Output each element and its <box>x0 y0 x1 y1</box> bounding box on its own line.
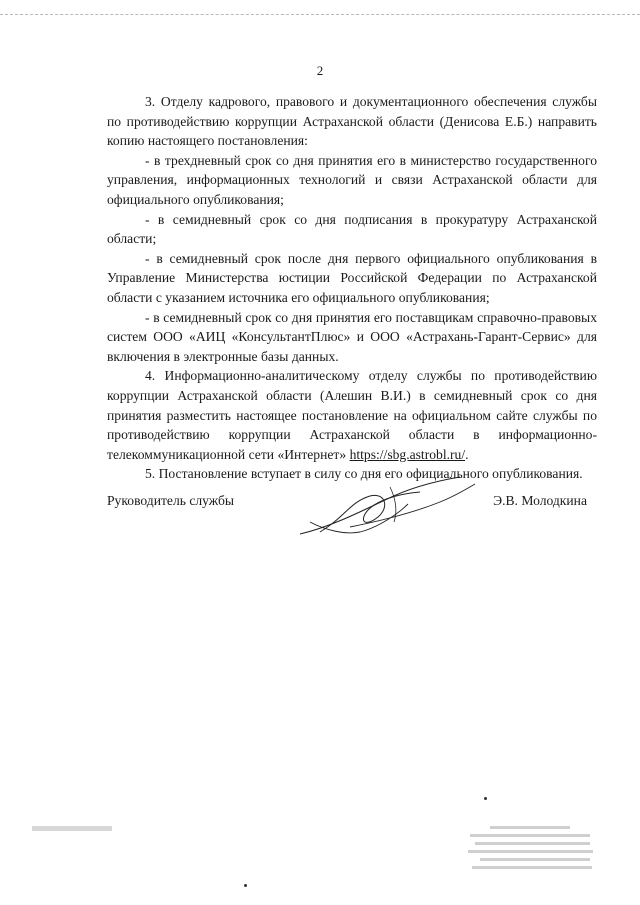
faint-scan-mark <box>30 822 120 836</box>
paragraph-item-5: 5. Постановление вступает в силу со дня его официального опубликования. <box>145 466 583 482</box>
paragraph-item-4 <box>107 366 597 464</box>
signer-title: Руководитель службы <box>107 493 235 508</box>
paragraph-subitem-1: - в трехдневный срок со дня принятия его в министерство государственного управления, информационных технологий и связи Астраханской области для официального опубликования; <box>107 152 597 207</box>
paragraph-subitem-4: - в семидневный срок со дня принятия его поставщикам справочно-правовых систем ООО «АИЦ «КонсультантПлюс» и ООО «Астрахань-Гарант-Сервис» для включения в электронные базы данных. <box>107 309 597 364</box>
handwritten-signature <box>290 472 480 547</box>
signer-name: Э.В. Молодкина <box>493 493 587 508</box>
paragraph-subitem-2: - в семидневный срок со дня подписания в прокуратуру Астраханской области; <box>107 211 597 247</box>
paragraph-subitem-3: - в семидневный срок после дня первого официального опубликования в Управление Министерства юстиции Российской Федерации по Астраханской области с указанием источника его официального опубликования; <box>107 250 597 305</box>
scan-speck <box>484 797 487 800</box>
paragraph-item-3: 3. Отделу кадрового, правового и документационного обеспечения службы по противодействию коррупции Астраханской области (Денисова Е.Б.) направить копию настоящего постановления: <box>107 94 597 149</box>
page-number: 2 <box>316 63 324 78</box>
scan-edge-line <box>0 14 640 15</box>
scan-speck <box>244 884 247 887</box>
item-4-text: 4. Информационно-аналитическому отделу службы по противодействию коррупции Астраханской области (Алешин В.И.) в семидневный срок со дня принятия разместить настоящее постановление на официальном сайте службы по противодействию коррупции Астраханской области в информационно-телекоммуникационной сети «Интернет» <box>107 368 597 462</box>
document-body <box>107 92 597 484</box>
faint-stamp <box>460 822 600 877</box>
item-4-end: . <box>465 446 469 462</box>
website-link[interactable]: https://sbg.astrobl.ru/ <box>349 446 466 462</box>
